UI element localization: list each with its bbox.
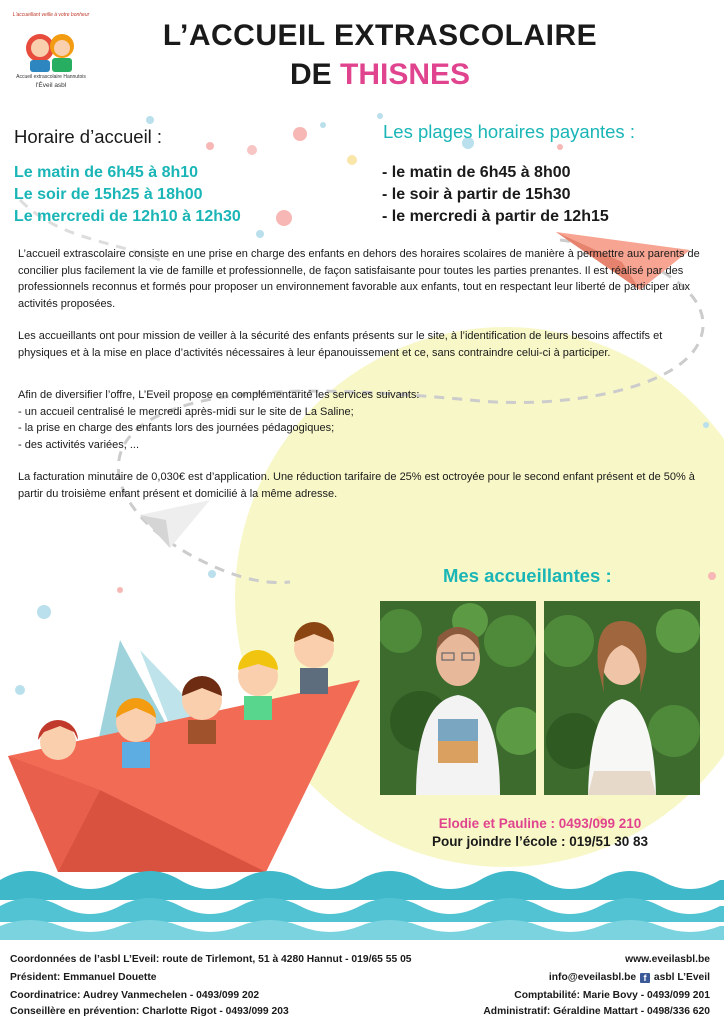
footer-email[interactable]: info@eveilasbl.be xyxy=(548,972,637,983)
logo-kids-icon xyxy=(22,22,80,74)
plages-line: - le mercredi à partir de 12h15 xyxy=(382,208,609,225)
accueillantes-contact: Elodie et Pauline : 0493/099 210 xyxy=(438,816,642,831)
facebook-icon[interactable]: f xyxy=(640,973,650,983)
accueillantes-heading: Mes accueillantes : xyxy=(443,565,612,586)
footer-facebook-label[interactable]: asbl L’Eveil xyxy=(653,972,710,983)
photo-pauline xyxy=(544,601,700,795)
description-paragraph: L’accueil extrascolaire consiste en une prise en charge des enfants en dehors des horaires scolaires de manière à permettre aux parents de concilier plus facilement la vie de famille et professionnelle, de façon satisfaisante pour toutes les parties prenantes. Il est réalisé par des professionnels reconnus et formés pour proposer un environnement favorable aux enfants, tout en respectant leur liberté de participer aux activités proposées. xyxy=(18,248,700,310)
logo-org: l'Éveil asbl xyxy=(35,82,67,89)
logo-tagline: L'accueillant veille à votre bonheur xyxy=(12,12,90,18)
billing-paragraph: La facturation minutaire de 0,030€ est d’application. Une réduction tarifaire de 25% est octroyée pour le second enfant présent et de 50% à partir du troisième enfant présent et domicilié à la même adresse. xyxy=(18,471,695,500)
mission-paragraph: Les accueillants ont pour mission de veiller à la sécurité des enfants présents sur le site, à l’identification de leurs besoins affectifs et physiques et à la mise en place d’activités nécessaires à leur épanouissement et ce, sans contraindre celui-ci à participer. xyxy=(18,330,663,359)
footer-comptabilite: Comptabilité: Marie Bovy - 0493/099 201 xyxy=(514,990,710,1001)
logo-caption: Accueil extrascolaire Hannutois xyxy=(16,74,86,80)
footer-president: Président: Emmanuel Douette xyxy=(10,972,157,983)
waves xyxy=(0,871,724,940)
footer xyxy=(0,940,724,1024)
footer-conseillere: Conseillère en prévention: Charlotte Rigot - 0493/099 203 xyxy=(10,1006,289,1017)
services-item: - des activités variées, ... xyxy=(18,438,140,451)
footer-address: Coordonnées de l’asbl L’Eveil: route de Tirlemont, 51 à 4280 Hannut - 019/65 55 05 xyxy=(10,954,412,965)
plages-line: - le soir à partir de 15h30 xyxy=(382,186,571,203)
services-item: - la prise en charge des enfants lors des journées pédagogiques; xyxy=(18,422,335,434)
page-title-line2 xyxy=(100,58,660,92)
plages-heading: Les plages horaires payantes : xyxy=(383,121,635,142)
horaire-heading: Horaire d’accueil : xyxy=(14,126,163,147)
description-body xyxy=(18,246,708,518)
page-title-line1: L’ACCUEIL EXTRASCOLAIRE xyxy=(162,19,598,52)
horaire-line: Le matin de 6h45 à 8h10 xyxy=(14,164,199,181)
footer-website[interactable]: www.eveilasbl.be xyxy=(625,954,710,965)
photo-elodie xyxy=(380,601,536,795)
horaire-list xyxy=(14,162,241,228)
plages-line: - le matin de 6h45 à 8h00 xyxy=(382,164,571,181)
eveil-logo xyxy=(8,12,94,94)
footer-administratif: Administratif: Géraldine Mattart - 0498/336 620 xyxy=(483,1006,710,1017)
title-town: THISNES xyxy=(340,58,471,91)
paper-boat-illustration xyxy=(8,622,360,872)
school-contact: Pour joindre l’école : 019/51 30 83 xyxy=(431,834,649,849)
services-item: - un accueil centralisé le mercredi après-midi sur le site de La Saline; xyxy=(18,405,354,418)
plages-list xyxy=(382,162,609,228)
horaire-line: Le mercredi de 12h10 à 12h30 xyxy=(14,208,241,225)
services-intro: Afin de diversifier l’offre, L’Eveil propose en complémentarité les services suivants: xyxy=(18,389,420,401)
services-list xyxy=(18,387,708,453)
title-prefix: DE xyxy=(289,58,332,91)
footer-contact-line xyxy=(549,972,710,983)
footer-coordinatrice: Coordinatrice: Audrey Vanmechelen - 0493/099 202 xyxy=(10,990,260,1001)
horaire-line: Le soir de 15h25 à 18h00 xyxy=(14,186,203,203)
